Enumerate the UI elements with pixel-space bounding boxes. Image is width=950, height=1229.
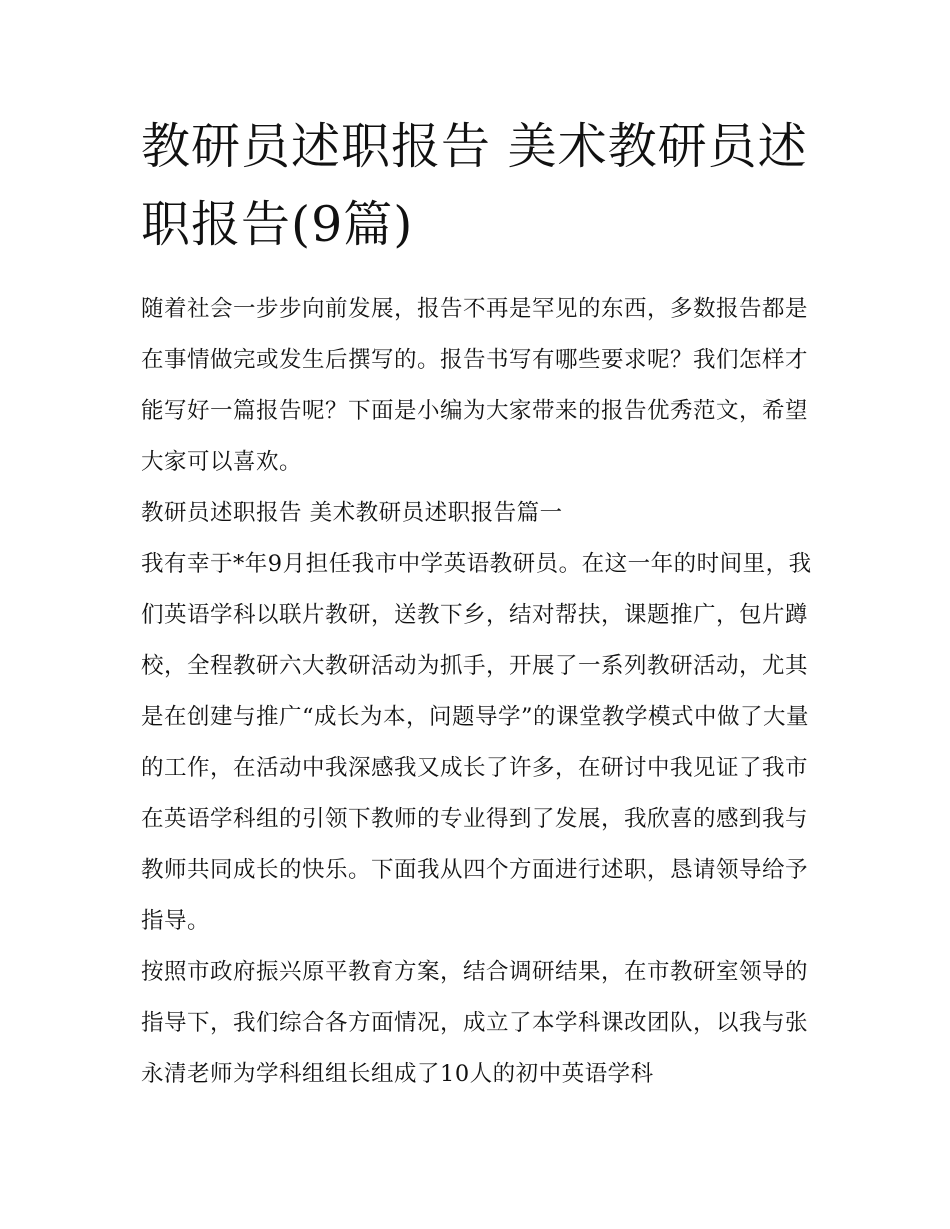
body-paragraph: 按照市政府振兴原平教育方案，结合调研结果，在市教研室领导的指导下，我们综合各方面情况，成立了本学科课改团队，以我与张永清老师为学科组组长组成了10人的初中英语学科: [141, 959, 809, 1087]
document-content: [141, 108, 813, 1100]
document-title: 教研员述职报告 美术教研员述职报告(9篇): [141, 118, 808, 253]
body-paragraph: 我有幸于*年9月担任我市中学英语教研员。在这一年的时间里，我们英语学科以联片教研，送教下乡，结对帮扶，课题推广，包片蹲校，全程教研六大教研活动为抓手，开展了一系列教研活动，尤其是在创建与推广“成长为本，问题导学”的课堂教学模式中做了大量的工作，在活动中我深感我又成长了许多，在研讨中我见证了我市在英语学科组的引领下教师的专业得到了发展，我欣喜的感到我与教师共同成长的快乐。下面我从四个方面进行述职，恳请领导给予指导。: [141, 551, 812, 934]
intro-paragraph: 随着社会一步步向前发展，报告不再是罕见的东西，多数报告都是在事情做完或发生后撰写的。报告书写有哪些要求呢？我们怎样才能写好一篇报告呢？下面是小编为大家带来的报告优秀范文，希望大家可以喜欢。: [141, 296, 809, 475]
section-heading: 教研员述职报告 美术教研员述职报告篇一: [141, 500, 563, 526]
